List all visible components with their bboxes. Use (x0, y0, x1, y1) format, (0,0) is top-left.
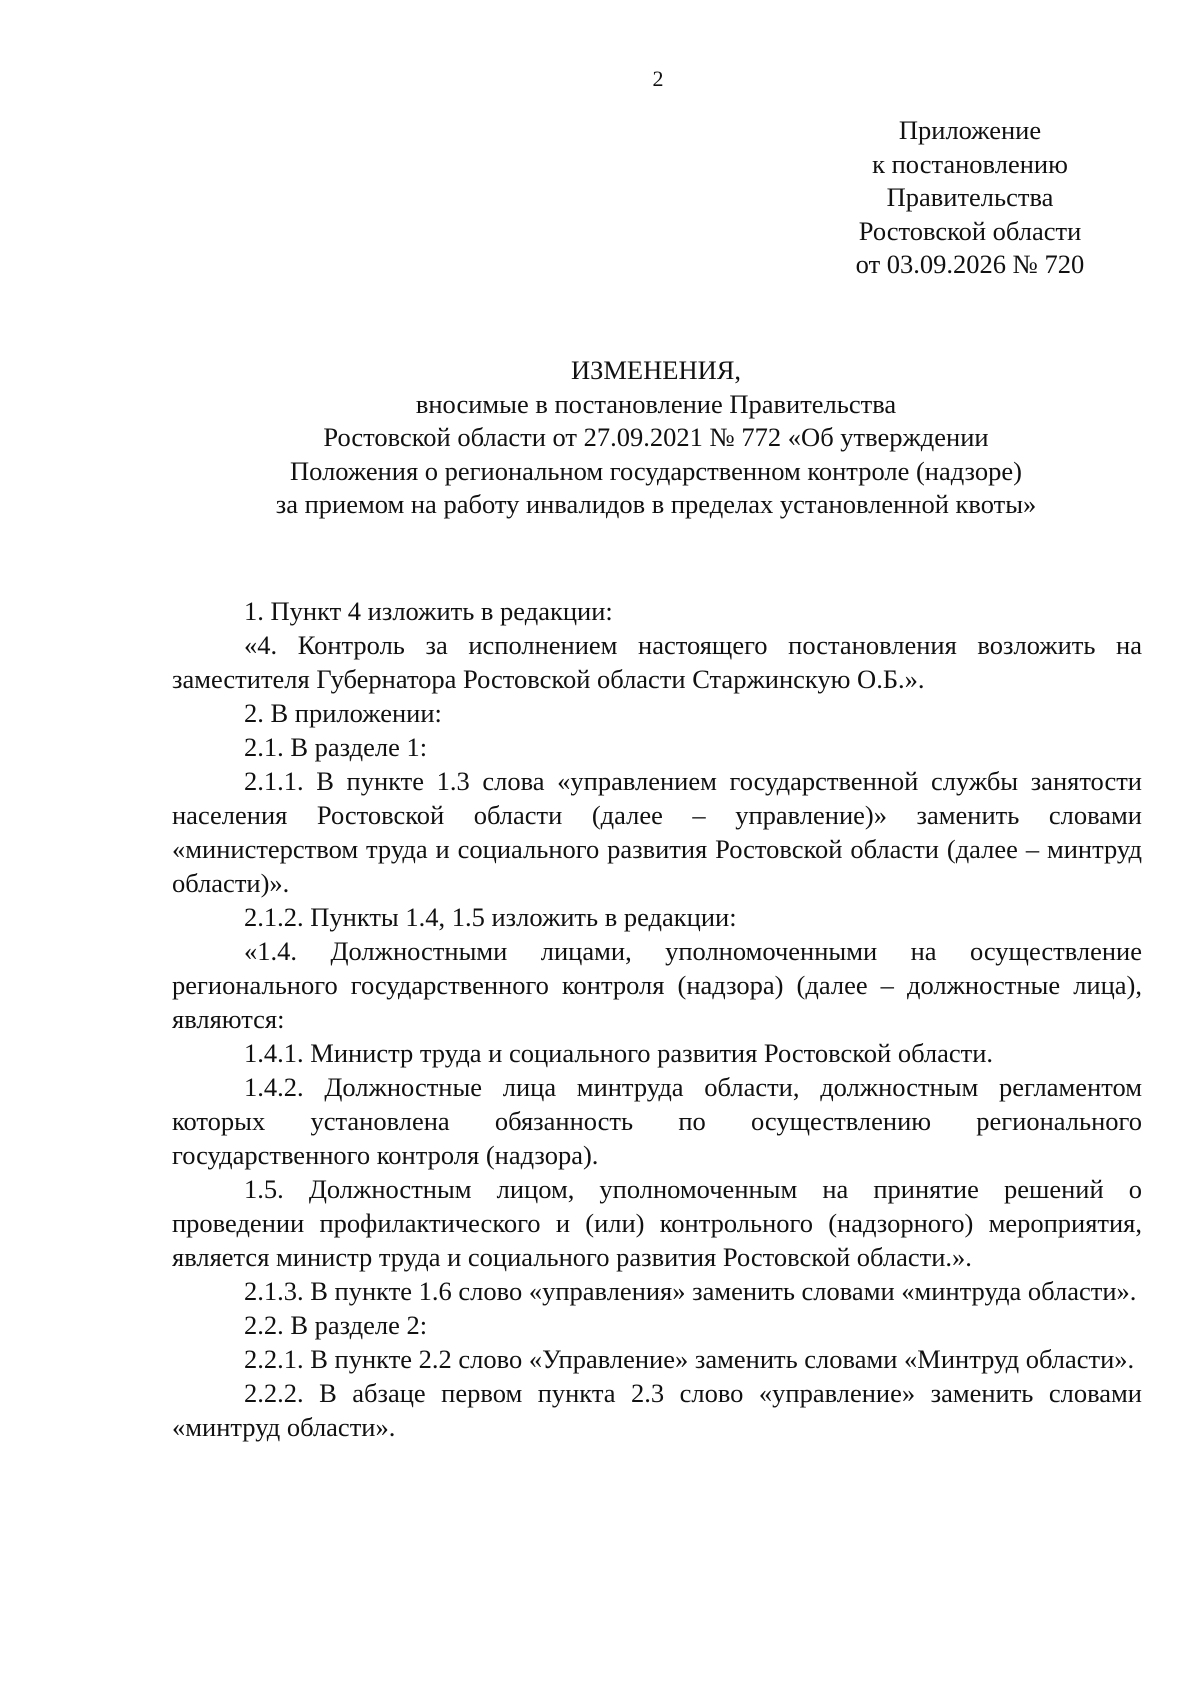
paragraph: 2. В приложении: (244, 698, 442, 728)
appendix-block (820, 114, 1120, 282)
paragraph: 2.1. В разделе 1: (244, 732, 428, 762)
paragraph: 2.2.1. В пункте 2.2 слово «Управление» заменить словами «Минтруд области». (244, 1344, 1135, 1374)
document-title (170, 354, 1142, 522)
paragraph: «1.4. Должностными лицами, уполномоченными на осуществление регионального государственного контроля (надзора) (далее – должностные лица), являются: (172, 936, 1142, 1034)
appendix-line: Правительства (886, 182, 1054, 212)
paragraph: «4. Контроль за исполнением настоящего постановления возложить на заместителя Губернатора Ростовской области Старжинскую О.Б.». (172, 630, 1142, 694)
paragraph: 1.5. Должностным лицом, уполномоченным на принятие решений о проведении профилактического и (или) контрольного (надзорного) мероприятия, является министр труда и социального развития Ростовской области.». (172, 1174, 1142, 1272)
paragraph: 2.2.2. В абзаце первом пункта 2.3 слово «управление» заменить словами «минтруд области». (172, 1378, 1142, 1442)
title-line: Ростовской области от 27.09.2021 № 772 «Об утверждении (323, 422, 989, 452)
title-line: Положения о региональном государственном контроле (надзоре) (290, 455, 1022, 486)
paragraph: 2.1.3. В пункте 1.6 слово «управления» заменить словами «минтруда области». (244, 1276, 1137, 1306)
appendix-line: к постановлению (872, 148, 1068, 179)
paragraph: 1.4.1. Министр труда и социального развития Ростовской области. (244, 1038, 994, 1068)
paragraph: 2.1.1. В пункте 1.3 слова «управлением государственной службы занятости населения Ростовской области (далее – управление)» заменить словами «министерством труда и социального развития Ростовской области (далее – минтруд области)». (172, 766, 1142, 898)
paragraph: 2.2. В разделе 2: (244, 1310, 428, 1340)
document-body (172, 594, 1142, 1444)
paragraph: 1.4.2. Должностные лица минтруда области, должностным регламентом которых установлена обязанность по осуществлению регионального государственного контроля (надзора). (172, 1072, 1142, 1170)
paragraph: 1. Пункт 4 изложить в редакции: (244, 596, 613, 626)
title-line: за приемом на работу инвалидов в пределах установленной квоты» (275, 489, 1037, 519)
appendix-line: Приложение (898, 115, 1042, 145)
paragraph: 2.1.2. Пункты 1.4, 1.5 изложить в редакции: (244, 902, 737, 932)
title-line: вносимые в постановление Правительства (415, 388, 897, 419)
page-number: 2 (652, 66, 664, 91)
appendix-line: от 03.09.2026 № 720 (855, 249, 1085, 279)
title-heading: ИЗМЕНЕНИЯ, (570, 355, 742, 385)
appendix-line: Ростовской области (858, 215, 1082, 246)
